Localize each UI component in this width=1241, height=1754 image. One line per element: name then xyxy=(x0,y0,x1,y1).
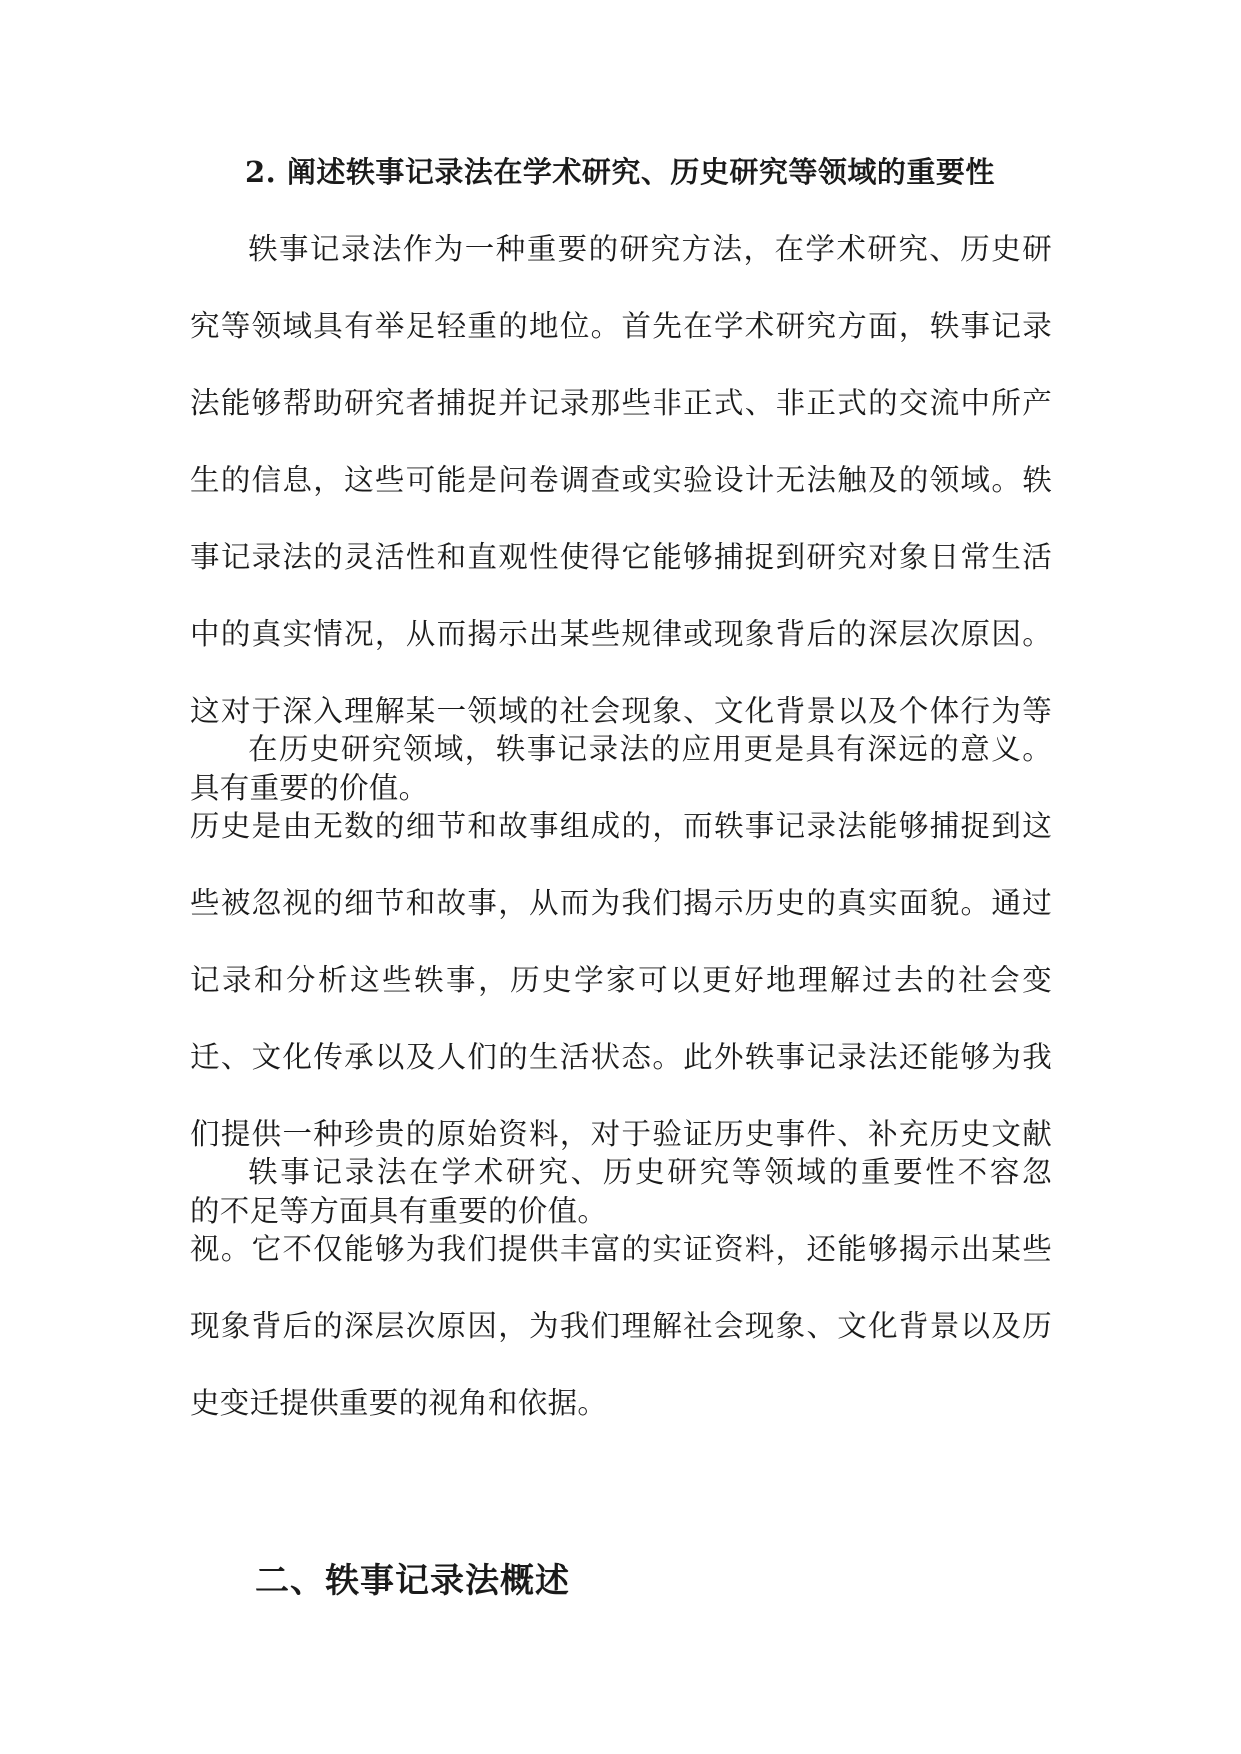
paragraph-historical-importance: 在历史研究领域，轶事记录法的应用更是具有深远的意义。历史是由无数的细节和故事组成的，而轶事记录法能够捕捉到这些被忽视的细节和故事，从而为我们揭示历史的真实面貌。通过记录和分析这些轶事，历史学家可以更好地理解过去的社会变迁、文化传承以及人们的生活状态。此外轶事记录法还能够为我们提供一种珍贵的原始资料，对于验证历史事件、补充历史文献的不足等方面具有重要的价值。 xyxy=(190,732,1052,1228)
chapter-heading: 二、轶事记录法概述 xyxy=(255,1561,570,1601)
paragraph-academic-importance: 轶事记录法作为一种重要的研究方法，在学术研究、历史研究等领域具有举足轻重的地位。首先在学术研究方面，轶事记录法能够帮助研究者捕捉并记录那些非正式、非正式的交流中所产生的信息，这些可能是问卷调查或实验设计无法触及的领域。轶事记录法的灵活性和直观性使得它能够捕捉到研究对象日常生活中的真实情况，从而揭示出某些规律或现象背后的深层次原因。这对于深入理解某一领域的社会现象、文化背景以及个体行为等具有重要的价值。 xyxy=(190,232,1052,805)
paragraph-conclusion: 轶事记录法在学术研究、历史研究等领域的重要性不容忽视。它不仅能够为我们提供丰富的实证资料，还能够揭示出某些现象背后的深层次原因，为我们理解社会现象、文化背景以及历史变迁提供重要的视角和依据。 xyxy=(190,1155,1052,1420)
section-heading: 2. 阐述轶事记录法在学术研究、历史研究等领域的重要性 xyxy=(245,155,995,189)
